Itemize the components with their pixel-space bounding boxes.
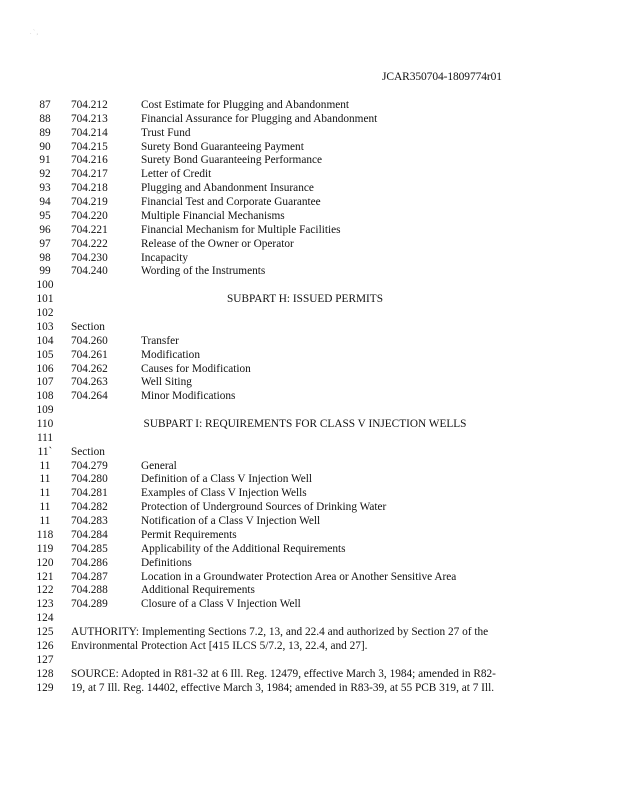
section-title: Protection of Underground Sources of Drinking Water <box>141 501 387 514</box>
line-number: 11 <box>39 473 51 486</box>
section-number: 704.221 <box>71 223 108 236</box>
line-number: 98 <box>39 251 51 264</box>
document-line <box>0 209 618 223</box>
section-title: Location in a Groundwater Protection Area or Another Sensitive Area <box>141 570 457 583</box>
document-line <box>0 320 618 334</box>
line-number: 102 <box>36 307 54 320</box>
document-line <box>0 570 618 584</box>
document-line <box>0 167 618 181</box>
line-number: 99 <box>39 265 51 278</box>
section-number: 704.264 <box>71 390 108 403</box>
document-line <box>0 223 618 237</box>
section-title: Permit Requirements <box>141 528 237 541</box>
document-line <box>0 126 618 140</box>
section-number: 704.230 <box>71 251 108 264</box>
document-line <box>0 514 618 528</box>
line-number: 100 <box>36 279 54 292</box>
section-title: Notification of a Class V Injection Well <box>141 515 321 528</box>
section-number: 704.212 <box>71 99 108 111</box>
line-number: 97 <box>39 237 51 250</box>
document-line <box>0 597 618 611</box>
section-title: Trust Fund <box>141 126 191 139</box>
section-title: Multiple Financial Mechanisms <box>141 209 285 222</box>
section-title: Letter of Credit <box>141 168 212 181</box>
line-number: 88 <box>39 112 51 125</box>
line-number: 87 <box>39 99 51 111</box>
section-title: Incapacity <box>141 251 189 264</box>
document-line <box>0 292 618 306</box>
section-number: 704.219 <box>71 196 108 209</box>
section-number: 704.288 <box>71 584 108 597</box>
paragraph-text: SOURCE: Adopted in R81-32 at 6 Ill. Reg. 12479, effective March 3, 1984; amended in R82- <box>71 667 496 680</box>
line-number: 96 <box>39 223 51 236</box>
line-number: 106 <box>36 362 54 375</box>
section-title: Surety Bond Guaranteeing Performance <box>141 154 323 167</box>
document-line <box>0 667 618 681</box>
line-number: 118 <box>36 528 54 541</box>
section-number: 704.216 <box>71 154 108 167</box>
section-number: 704.279 <box>71 459 108 472</box>
line-number: 127 <box>36 653 54 666</box>
document-line <box>0 403 618 417</box>
section-number: 704.282 <box>71 501 108 514</box>
section-title: Applicability of the Additional Requirements <box>141 542 346 555</box>
section-number: Section <box>71 445 105 458</box>
section-number: 704.220 <box>71 209 108 222</box>
section-number: Section <box>71 320 105 333</box>
document-line <box>0 264 618 278</box>
line-number: 109 <box>36 404 54 417</box>
line-number: 123 <box>36 598 54 611</box>
line-number: 108 <box>36 390 54 403</box>
line-number: 104 <box>36 334 54 347</box>
line-number: 11 <box>39 487 51 500</box>
document-line <box>0 556 618 570</box>
line-number: 103 <box>36 320 54 333</box>
line-number: 107 <box>36 376 54 389</box>
document-line <box>0 251 618 265</box>
document-line <box>0 583 618 597</box>
document-line <box>0 237 618 251</box>
subpart-heading: SUBPART H: ISSUED PERMITS <box>227 293 383 306</box>
line-number: 128 <box>36 667 54 680</box>
document-line <box>0 459 618 473</box>
section-title: General <box>141 459 177 472</box>
section-number: 704.240 <box>71 265 108 278</box>
document-line <box>0 181 618 195</box>
section-title: Causes for Modification <box>141 362 251 375</box>
document-line <box>0 375 618 389</box>
line-number: 91 <box>39 154 51 167</box>
line-number: 93 <box>39 182 51 195</box>
line-number: 105 <box>36 348 54 361</box>
document-line <box>0 417 618 431</box>
document-line <box>0 500 618 514</box>
line-number: 121 <box>36 570 54 583</box>
section-title: Additional Requirements <box>141 584 255 597</box>
section-number: 704.262 <box>71 362 108 375</box>
document-line <box>0 348 618 362</box>
document-line <box>0 681 618 695</box>
paragraph-text: Environmental Protection Act [415 ILCS 5/7.2, 13, 22.4, and 27]. <box>71 639 368 652</box>
section-number: 704.214 <box>71 126 108 139</box>
document-line <box>0 528 618 542</box>
section-number: 704.286 <box>71 556 108 569</box>
section-number: 704.283 <box>71 515 108 528</box>
document-line <box>0 445 618 459</box>
section-title: Transfer <box>141 334 179 347</box>
line-number: 120 <box>36 556 54 569</box>
corner-mark: . ` , <box>30 30 38 36</box>
document-line <box>0 431 618 445</box>
line-number: 122 <box>36 584 54 597</box>
section-title: Financial Mechanism for Multiple Facilities <box>141 223 341 236</box>
document-line <box>0 140 618 154</box>
line-number: 129 <box>36 681 54 694</box>
document-line <box>0 112 618 126</box>
line-number: 89 <box>39 126 51 139</box>
section-title: Financial Assurance for Plugging and Abandonment <box>141 112 378 125</box>
line-number: 11 <box>39 501 51 514</box>
line-number: 11` <box>37 445 53 458</box>
line-number: 95 <box>39 209 51 222</box>
line-number: 94 <box>39 196 51 209</box>
section-number: 704.222 <box>71 237 108 250</box>
document-line <box>0 334 618 348</box>
document-line <box>0 472 618 486</box>
line-number: 11 <box>39 459 51 472</box>
section-number: 704.218 <box>71 182 108 195</box>
section-title: Wording of the Instruments <box>141 265 266 278</box>
section-number: 704.263 <box>71 376 108 389</box>
section-number: 704.285 <box>71 542 108 555</box>
section-title: Examples of Class V Injection Wells <box>141 487 307 500</box>
line-number: 92 <box>39 168 51 181</box>
section-number: 704.284 <box>71 528 108 541</box>
section-title: Cost Estimate for Plugging and Abandonment <box>141 99 350 111</box>
line-number: 126 <box>36 639 54 652</box>
line-number: 119 <box>36 542 54 555</box>
document-line <box>0 306 618 320</box>
document-line <box>0 98 618 112</box>
section-title: Modification <box>141 348 200 361</box>
line-number: 90 <box>39 140 51 153</box>
section-title: Minor Modifications <box>141 390 236 403</box>
section-number: 704.260 <box>71 334 108 347</box>
section-number: 704.281 <box>71 487 108 500</box>
section-number: 704.215 <box>71 140 108 153</box>
section-title: Closure of a Class V Injection Well <box>141 598 301 611</box>
section-number: 704.213 <box>71 112 108 125</box>
document-line <box>0 389 618 403</box>
document-line <box>0 486 618 500</box>
subpart-heading: SUBPART I: REQUIREMENTS FOR CLASS V INJECTION WELLS <box>143 418 467 430</box>
line-number: 11 <box>39 515 51 528</box>
section-title: Surety Bond Guaranteeing Payment <box>141 140 304 153</box>
section-title: Definition of a Class V Injection Well <box>141 473 313 486</box>
line-number: 101 <box>36 293 54 306</box>
document-line <box>0 153 618 167</box>
section-number: 704.289 <box>71 598 108 611</box>
section-number: 704.261 <box>71 348 108 361</box>
document-line <box>0 362 618 376</box>
section-title: Financial Test and Corporate Guarantee <box>141 196 321 209</box>
paragraph-text: AUTHORITY: Implementing Sections 7.2, 13, and 22.4 and authorized by Section 27 of the <box>71 626 489 639</box>
section-title: Plugging and Abandonment Insurance <box>141 182 314 195</box>
document-line <box>0 611 618 625</box>
document-line <box>0 653 618 667</box>
document-line <box>0 278 618 292</box>
section-title: Definitions <box>141 556 192 569</box>
section-number: 704.287 <box>71 570 108 583</box>
line-number: 110 <box>36 418 54 430</box>
document-line <box>0 195 618 209</box>
line-number: 125 <box>36 626 54 639</box>
document-line <box>0 639 618 653</box>
section-number: 704.280 <box>71 473 108 486</box>
line-number: 111 <box>36 431 54 444</box>
paragraph-text: 19, at 7 Ill. Reg. 14402, effective March 3, 1984; amended in R83-39, at 55 PCB 319, at 7 Ill. <box>71 681 495 694</box>
document-line <box>0 625 618 639</box>
section-title: Release of the Owner or Operator <box>141 237 294 250</box>
document-id: JCAR350704-1809774r01 <box>382 71 502 83</box>
section-title: Well Siting <box>141 376 192 389</box>
document-line <box>0 542 618 556</box>
line-number: 124 <box>36 612 54 625</box>
section-number: 704.217 <box>71 168 108 181</box>
